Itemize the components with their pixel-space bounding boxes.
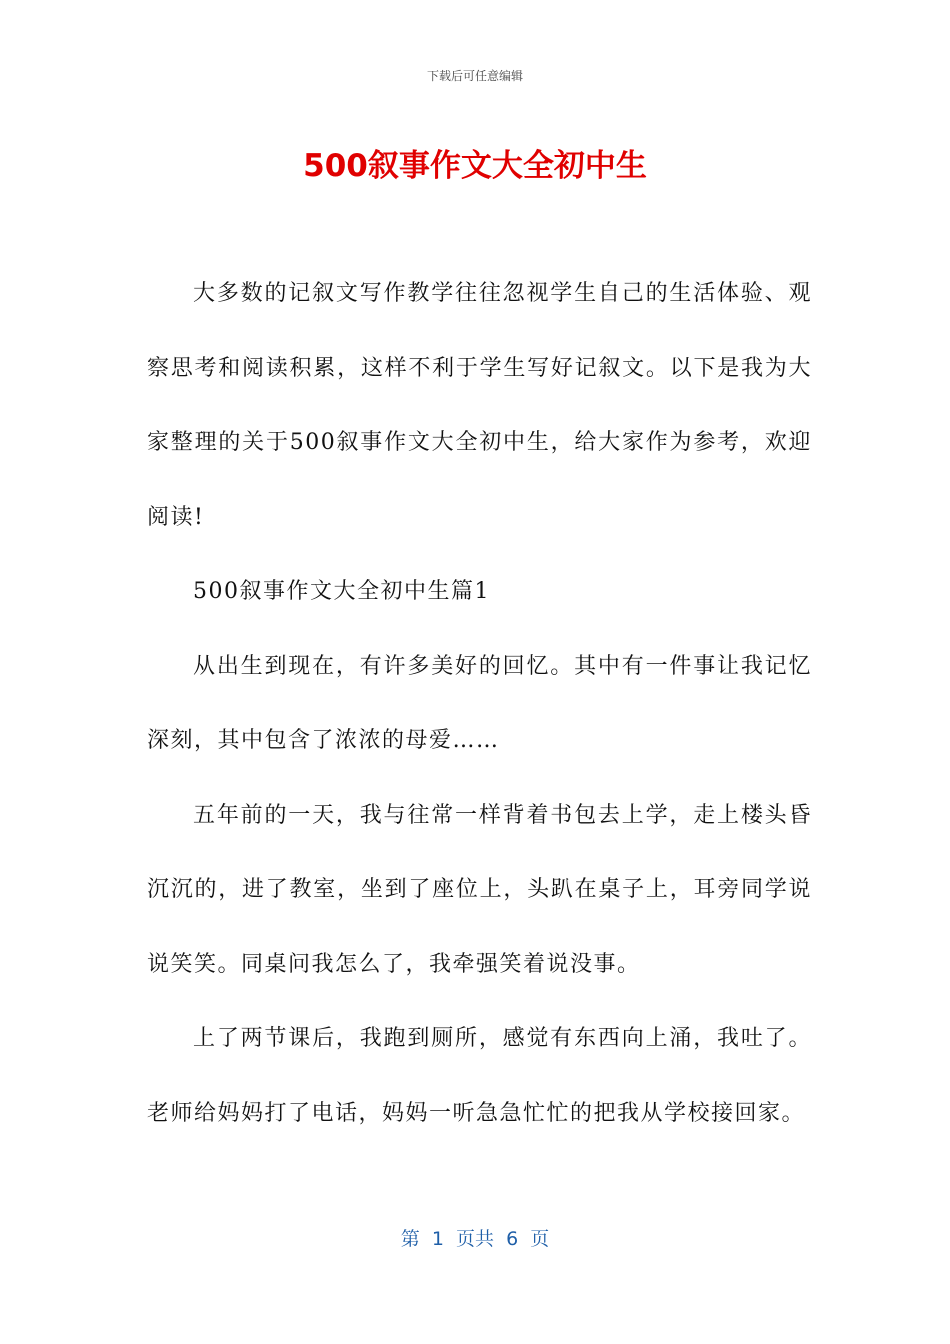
paragraph-intro: 大多数的记叙文写作教学往往忽视学生自己的生活体验、观察思考和阅读积累，这样不利于学生写好记叙文。以下是我为大家整理的关于500叙事作文大全初中生，给大家作为参考，欢迎阅读!	[147, 281, 812, 530]
document-body	[147, 257, 812, 1151]
page-number-footer: 第 1 页共 6 页	[400, 1228, 550, 1250]
page-header-note: 下载后可任意编辑	[426, 69, 523, 83]
document-title: 500叙事作文大全初中生	[303, 148, 647, 184]
section-heading: 500叙事作文大全初中生篇1	[193, 579, 490, 604]
paragraph-3: 上了两节课后，我跑到厕所，感觉有东西向上涌，我吐了。老师给妈妈打了电话，妈妈一听急急忙忙的把我从学校接回家。	[147, 1026, 812, 1126]
paragraph-1: 从出生到现在，有许多美好的回忆。其中有一件事让我记忆深刻，其中包含了浓浓的母爱……	[147, 653, 812, 753]
paragraph-2: 五年前的一天，我与往常一样背着书包去上学，走上楼头昏沉沉的，进了教室，坐到了座位上，头趴在桌子上，耳旁同学说说笑笑。同桌问我怎么了，我牵强笑着说没事。	[147, 802, 812, 977]
